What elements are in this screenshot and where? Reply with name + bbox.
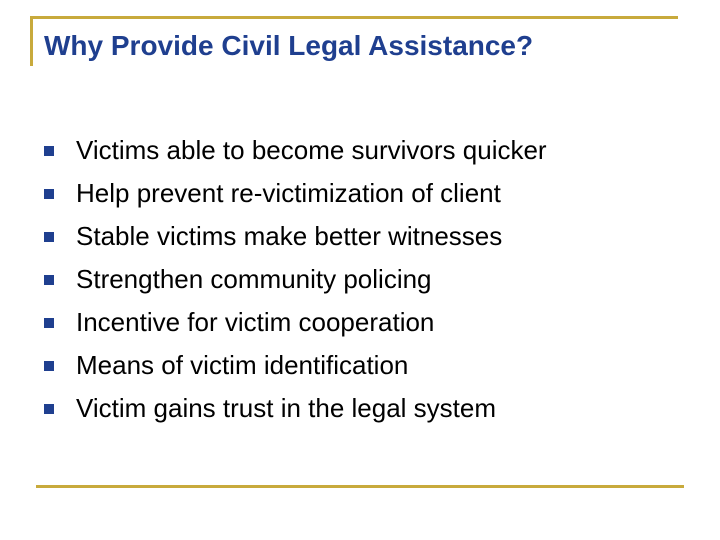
- slide-title: Why Provide Civil Legal Assistance?: [44, 30, 534, 61]
- title-accent-rule-top: [30, 16, 678, 19]
- title-accent-rule-left: [30, 16, 33, 66]
- bullet-text: Victim gains trust in the legal system: [76, 393, 497, 423]
- bullet-item: [44, 301, 547, 344]
- bullet-text: Strengthen community policing: [76, 264, 432, 294]
- bullet-item: [44, 129, 547, 172]
- bullet-text: Help prevent re-victimization of client: [76, 178, 501, 208]
- square-bullet-icon: [44, 361, 54, 371]
- bullet-text: Victims able to become survivors quicker: [76, 135, 547, 165]
- square-bullet-icon: [44, 232, 54, 242]
- bullet-item: [44, 258, 547, 301]
- bullet-item: [44, 344, 547, 387]
- square-bullet-icon: [44, 404, 54, 414]
- square-bullet-icon: [44, 318, 54, 328]
- bullet-text: Stable victims make better witnesses: [76, 221, 503, 251]
- square-bullet-icon: [44, 189, 54, 199]
- bullet-text: Means of victim identification: [76, 350, 409, 380]
- square-bullet-icon: [44, 146, 54, 156]
- bullet-item: [44, 215, 547, 258]
- bullet-item: [44, 387, 547, 430]
- bullet-item: [44, 172, 547, 215]
- footer-accent-rule: [36, 485, 684, 488]
- bullet-text: Incentive for victim cooperation: [76, 307, 435, 337]
- bullet-list: [44, 129, 547, 430]
- square-bullet-icon: [44, 275, 54, 285]
